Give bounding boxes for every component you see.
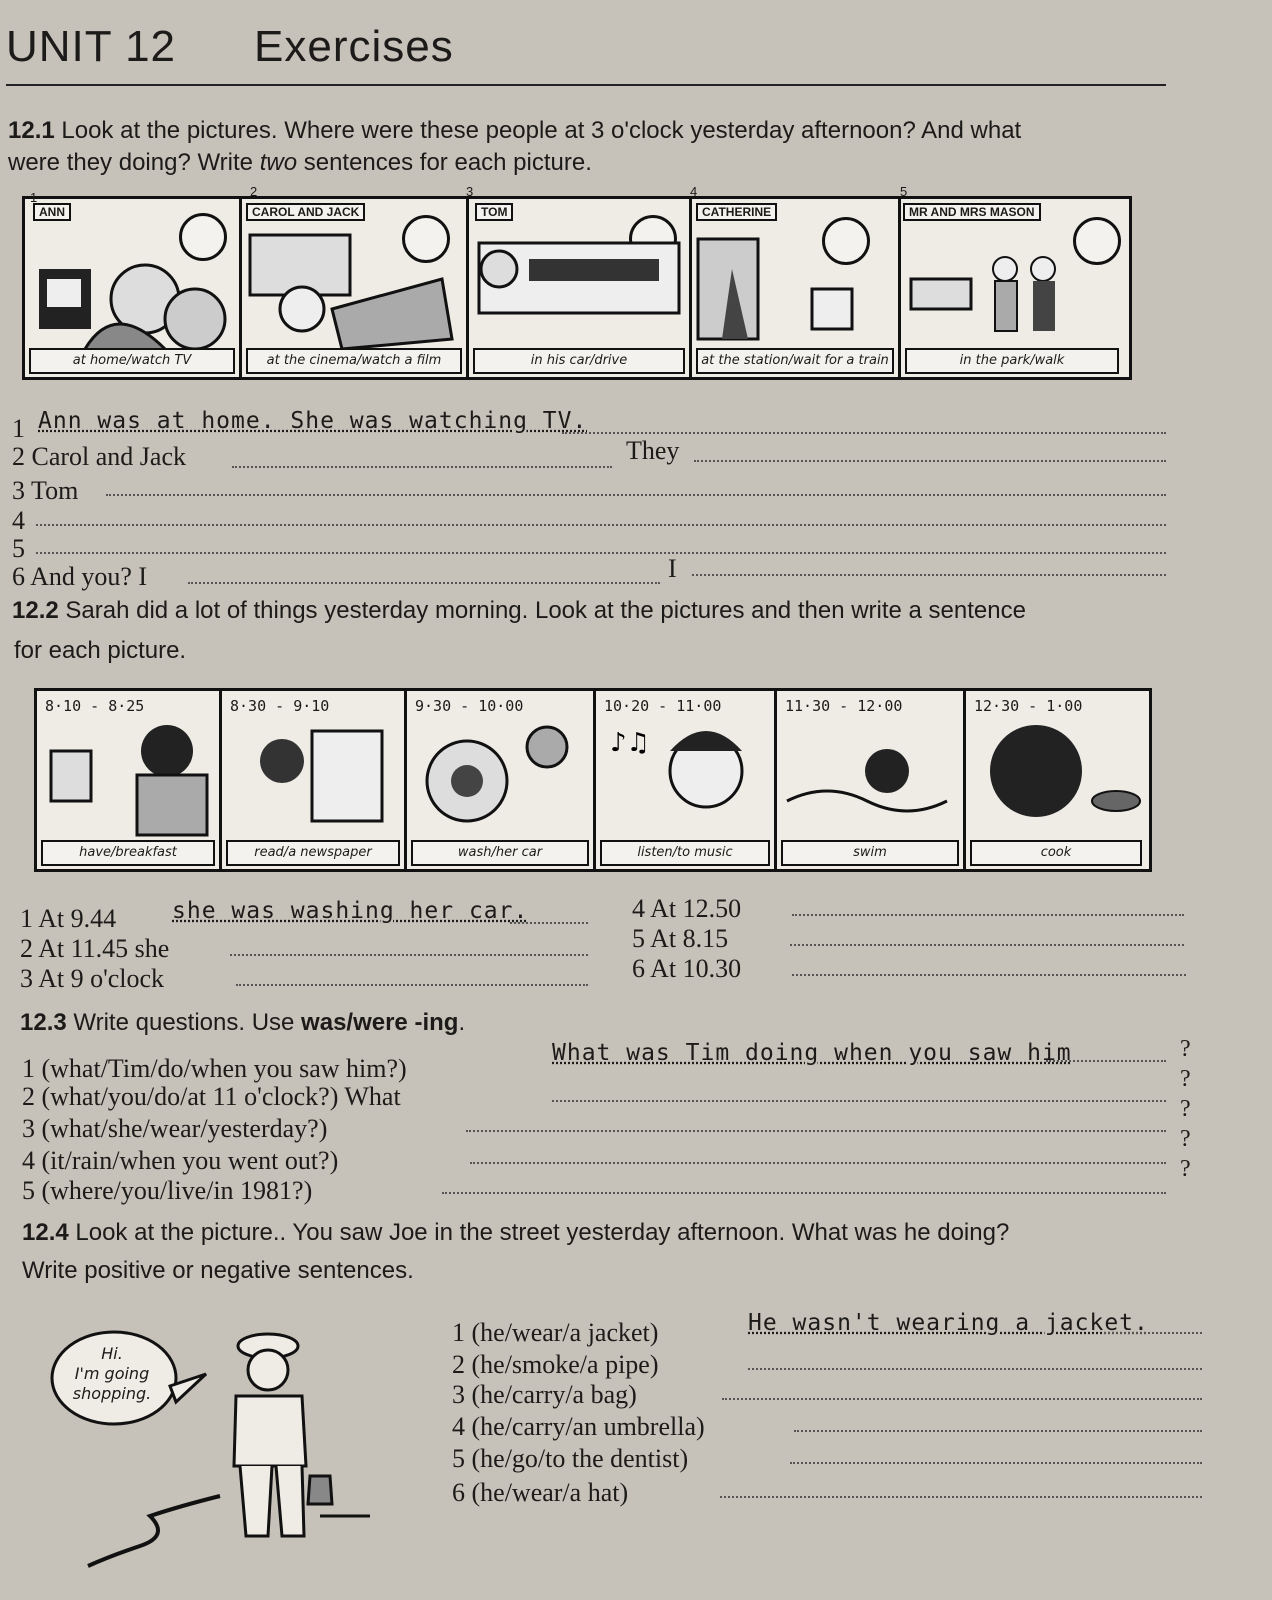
ex1-instruction-emphasis: two [259, 149, 298, 176]
swim-illustration [777, 691, 963, 841]
ex2-panel-3 [407, 691, 596, 869]
panel-caption: swim [781, 840, 959, 866]
panel-time: 8·10 - 8·25 [45, 697, 145, 715]
station-scene-illustration [692, 199, 898, 349]
ex4-item-6-prompt: 6 (he/wear/a hat) [452, 1478, 629, 1507]
ex1-instruction-line1: Look at the pictures. Where were these people at 3 o'clock yesterday afternoon? And what [61, 117, 1022, 144]
ex1-instruction-line2b: sentences for each picture. [297, 149, 592, 176]
answer-blank[interactable] [510, 922, 588, 924]
ex1-panel-4 [692, 199, 901, 377]
answer-blank[interactable] [790, 944, 1184, 946]
ex2-instruction [12, 594, 1026, 628]
question-mark: ? [1180, 1156, 1191, 1182]
answer-blank[interactable] [188, 582, 660, 584]
ex1-picture-strip [22, 196, 1132, 380]
ex3-item-2-prompt: 2 (what/you/do/at 11 o'clock?) What [22, 1082, 401, 1111]
ex1-answer-1: Ann was at home. She was watching TV. [38, 408, 588, 434]
panel-number: 2 [250, 184, 258, 199]
question-mark: ? [1180, 1126, 1191, 1152]
panel-caption: listen/to music [600, 840, 770, 866]
ex2-panel-4 [596, 691, 777, 869]
ex2-instruction-line1: Sarah did a lot of things yesterday morning. Look at the pictures and then write a sentence [65, 597, 1026, 624]
ex4-instruction-line1: Look at the picture.. You saw Joe in the street yesterday afternoon. What was he doing? [75, 1219, 1010, 1246]
bubble-line: I'm going [74, 1364, 150, 1383]
answer-blank[interactable] [792, 974, 1186, 976]
answer-blank[interactable] [466, 1130, 1166, 1132]
ex3-item-3-prompt: 3 (what/she/wear/yesterday?) [22, 1114, 328, 1143]
ex4-item-1-answer: He wasn't wearing a jacket. [748, 1310, 1149, 1336]
ex4-item-4-prompt: 4 (he/carry/an umbrella) [452, 1412, 705, 1441]
ex3-item-4-prompt: 4 (it/rain/when you went out?) [22, 1146, 339, 1175]
answer-blank[interactable] [36, 524, 1166, 526]
ex4-item-1-prompt: 1 (he/wear/a jacket) [452, 1318, 659, 1347]
car-wash-illustration [407, 691, 593, 841]
ex2-panel-5 [777, 691, 966, 869]
unit-heading [6, 22, 454, 72]
ex1-panel-1 [25, 199, 242, 377]
ex2-instruction-line2: for each picture. [14, 637, 187, 664]
header-rule [6, 84, 1166, 86]
ex1-line-6-mid: I [668, 554, 677, 583]
ex2-picture-strip [34, 688, 1152, 872]
ex2-panel-2 [222, 691, 407, 869]
ex1-instruction [8, 114, 1021, 148]
panel-name-tag: MR AND MRS MASON [903, 203, 1041, 221]
panel-name-tag: CAROL AND JACK [246, 203, 365, 221]
question-mark: ? [1180, 1096, 1191, 1122]
answer-blank[interactable] [552, 1100, 1166, 1102]
answer-blank[interactable] [106, 494, 1166, 496]
panel-name-tag: TOM [475, 203, 513, 221]
cook-illustration [966, 691, 1146, 841]
ex4-instruction-line2: Write positive or negative sentences. [22, 1257, 414, 1284]
answer-blank[interactable] [1046, 1060, 1166, 1062]
ex1-number: 12.1 [8, 117, 55, 144]
answer-blank[interactable] [232, 466, 612, 468]
question-mark: ? [1180, 1036, 1191, 1062]
answer-blank[interactable] [692, 574, 1166, 576]
panel-time: 8·30 - 9·10 [230, 697, 330, 715]
ex1-panel-3 [469, 199, 692, 377]
panel-number: 5 [900, 184, 908, 199]
car-scene-illustration [469, 199, 689, 349]
ex3-number: 12.3 [20, 1009, 67, 1036]
unit-number: UNIT 12 [6, 22, 177, 71]
answer-blank[interactable] [694, 460, 1166, 462]
panel-caption: at the station/wait for a train [696, 348, 894, 374]
panel-caption: read/a newspaper [226, 840, 400, 866]
answer-blank[interactable] [790, 1462, 1202, 1464]
tv-scene-illustration [25, 199, 239, 349]
speech-bubble [64, 1344, 160, 1404]
ex2-left-1-answer: she was washing her car. [172, 898, 529, 924]
answer-blank[interactable] [36, 552, 1166, 554]
answer-blank[interactable] [794, 1430, 1202, 1432]
answer-blank[interactable] [562, 432, 1166, 434]
answer-blank[interactable] [720, 1496, 1202, 1498]
ex3-instruction [20, 1006, 465, 1040]
ex2-number: 12.2 [12, 597, 59, 624]
breakfast-illustration [37, 691, 219, 841]
answer-blank[interactable] [470, 1162, 1166, 1164]
ex1-line-2-label: 2 Carol and Jack [12, 442, 187, 471]
panel-caption: at the cinema/watch a film [246, 348, 462, 374]
panel-number: 1 [30, 190, 38, 205]
panel-caption: have/breakfast [41, 840, 215, 866]
question-mark: ? [1180, 1066, 1191, 1092]
ex4-number: 12.4 [22, 1219, 69, 1246]
ex3-item-5-prompt: 5 (where/you/live/in 1981?) [22, 1176, 313, 1205]
ex4-item-5-prompt: 5 (he/go/to the dentist) [452, 1444, 689, 1473]
answer-blank[interactable] [748, 1368, 1202, 1370]
panel-time: 12·30 - 1·00 [974, 697, 1083, 715]
ex2-left-1-label: 1 At 9.44 [20, 904, 117, 933]
newspaper-illustration [222, 691, 404, 841]
ex3-item-1-answer: What was Tim doing when you saw him [552, 1040, 1072, 1066]
ex2-right-6-label: 6 At 10.30 [632, 954, 742, 983]
ex3-instruction-c: . [458, 1009, 466, 1036]
ex3-instruction-a: Write questions. Use [73, 1009, 302, 1036]
panel-time: 9·30 - 10·00 [415, 697, 524, 715]
panel-name-tag: CATHERINE [696, 203, 777, 221]
unit-title: Exercises [254, 22, 454, 71]
panel-caption: in the park/walk [905, 348, 1119, 374]
bubble-line: shopping. [72, 1384, 152, 1403]
answer-blank[interactable] [1104, 1332, 1202, 1334]
ex2-left-2-label: 2 At 11.45 she [20, 934, 170, 963]
ex2-panel-1 [37, 691, 222, 869]
bubble-line: Hi. [101, 1344, 123, 1363]
svg-text:♪♫: ♪♫ [610, 728, 650, 758]
panel-caption: in his car/drive [473, 348, 685, 374]
panel-time: 10·20 - 11·00 [604, 697, 722, 715]
ex3-item-1-prompt: 1 (what/Tim/do/when you saw him?) [22, 1054, 407, 1083]
panel-caption: at home/watch TV [29, 348, 235, 374]
ex1-line-1 [12, 414, 25, 444]
music-illustration [596, 691, 774, 841]
ex4-item-3-prompt: 3 (he/carry/a bag) [452, 1380, 637, 1409]
ex1-line-5-label: 5 [12, 534, 25, 563]
ex1-line-4-label: 4 [12, 506, 25, 535]
panel-caption: cook [970, 840, 1142, 866]
ex1-instruction-2 [8, 146, 592, 180]
line-label: 1 [12, 414, 25, 443]
answer-blank[interactable] [236, 984, 588, 986]
ex3-instruction-keyword: was/were -ing [301, 1009, 459, 1036]
answer-blank[interactable] [722, 1398, 1202, 1400]
ex2-panel-6 [966, 691, 1146, 869]
ex1-panel-2 [242, 199, 469, 377]
ex1-panel-5 [901, 199, 1123, 377]
panel-number: 3 [466, 184, 474, 199]
answer-blank[interactable] [792, 914, 1184, 916]
panel-number: 4 [690, 184, 698, 199]
ex4-item-2-prompt: 2 (he/smoke/a pipe) [452, 1350, 659, 1379]
answer-blank[interactable] [230, 954, 588, 956]
panel-caption: wash/her car [411, 840, 589, 866]
ex1-line-2-mid: They [626, 436, 680, 465]
answer-blank[interactable] [442, 1192, 1166, 1194]
ex2-left-3-label: 3 At 9 o'clock [20, 964, 165, 993]
ex2-right-4-label: 4 At 12.50 [632, 894, 742, 923]
panel-time: 11·30 - 12·00 [785, 697, 903, 715]
panel-name-tag: ANN [33, 203, 71, 221]
ex1-line-3-label: 3 Tom [12, 476, 79, 505]
ex1-instruction-line2a: were they doing? Write [8, 149, 260, 176]
ex1-line-6-label: 6 And you? I [12, 562, 148, 591]
cinema-scene-illustration [242, 199, 466, 349]
ex4-instruction [22, 1216, 1009, 1250]
ex2-right-5-label: 5 At 8.15 [632, 924, 729, 953]
park-scene-illustration [901, 199, 1123, 349]
